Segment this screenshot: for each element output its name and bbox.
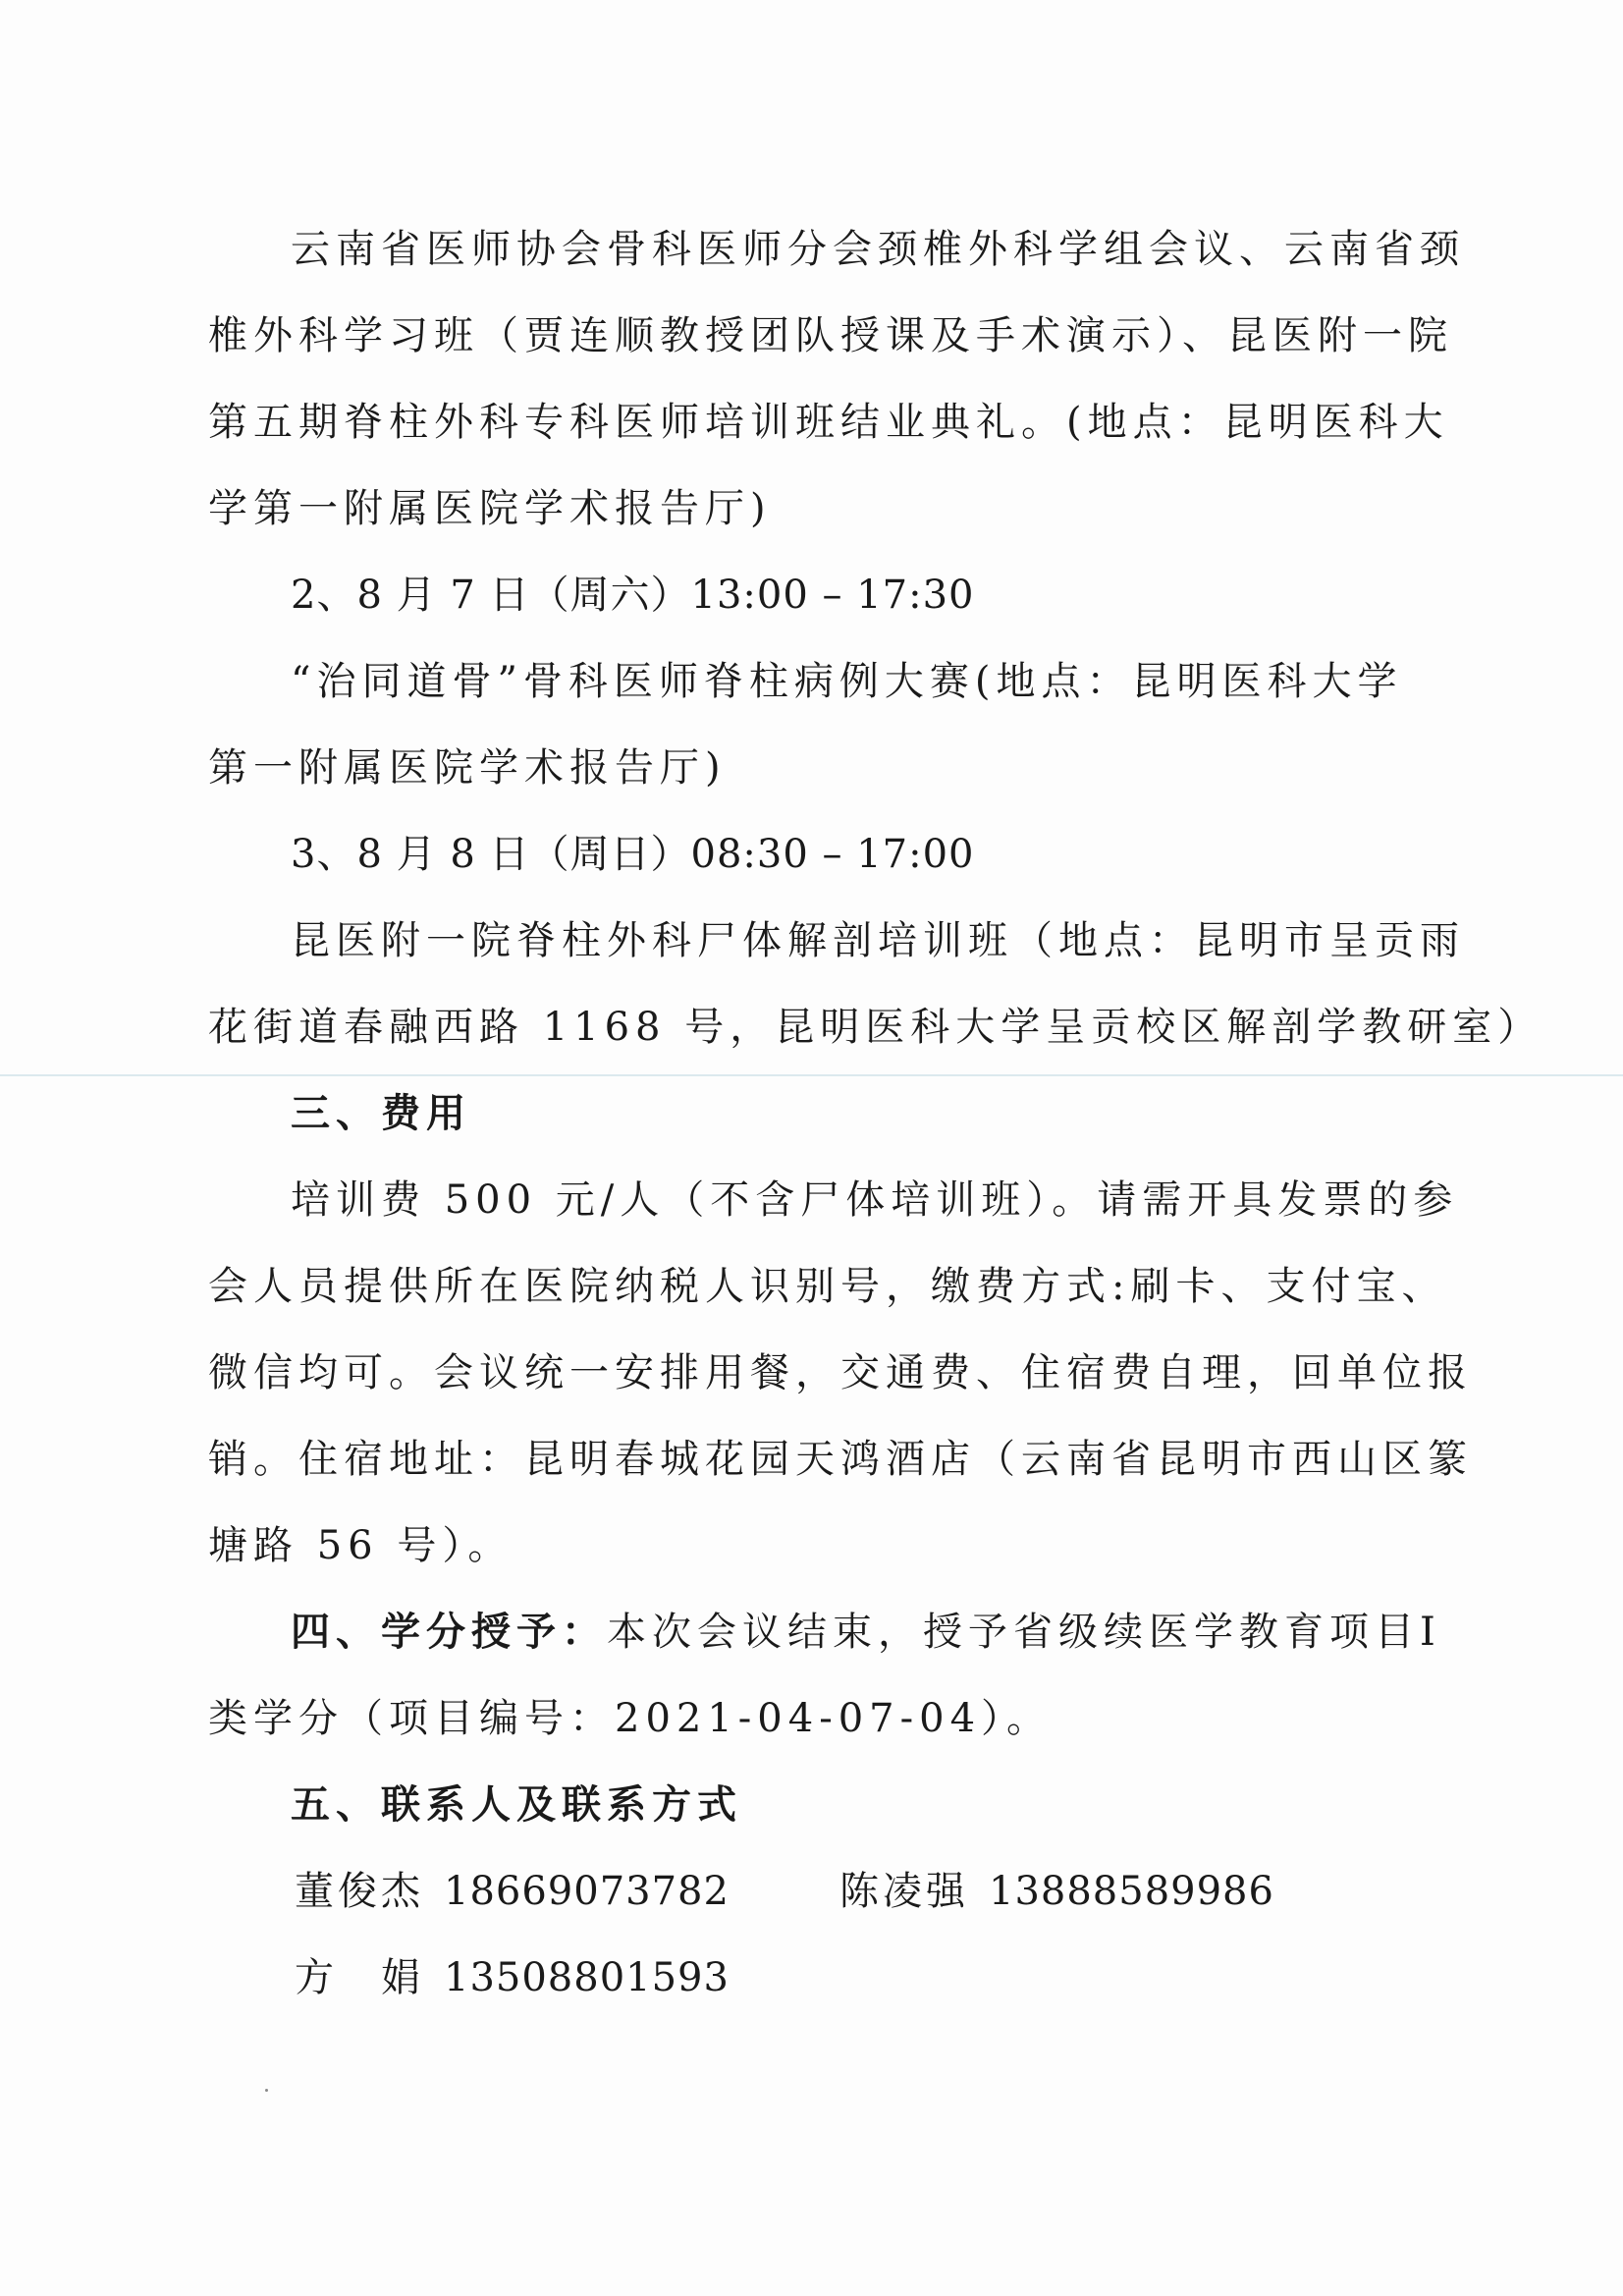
- section-heading-credits: 四、学分授予：: [291, 1610, 607, 1655]
- paragraph-line: “治同道骨”骨科医师脊柱病例大赛(地点：昆明医科大学: [291, 659, 1403, 704]
- contact-name: 陈凌强: [839, 1869, 969, 1914]
- section-heading-fees: 三、费用: [291, 1091, 471, 1136]
- paragraph-line: 昆医附一院脊柱外科尸体解剖培训班（地点：昆明市呈贡雨: [291, 918, 1465, 963]
- credits-text: 本次会议结束，授予省级续医学教育项目Ⅰ: [607, 1610, 1441, 1655]
- paragraph-line: 类学分（项目编号：2021-04-07-04）。: [208, 1696, 1053, 1741]
- contact-phone: 13888589986: [989, 1869, 1274, 1914]
- paragraph-line: 塘路 56 号）。: [208, 1523, 514, 1568]
- paragraph-line: 学第一附属医院学术报告厅): [208, 486, 772, 531]
- section-heading-contacts: 五、联系人及联系方式: [291, 1782, 742, 1828]
- contact-name: 方 娟: [295, 1955, 424, 2000]
- paragraph-line: 云南省医师协会骨科医师分会颈椎外科学组会议、云南省颈: [291, 227, 1465, 272]
- schedule-item-2: 2、8 月 7 日（周六）13:00 – 17:30: [291, 573, 975, 618]
- schedule-item-3: 3、8 月 8 日（周日）08:30 – 17:00: [291, 832, 975, 877]
- paragraph-line: 花街道春融西路 1168 号，昆明医科大学呈贡校区解剖学教研室）: [208, 1005, 1543, 1050]
- paragraph-line: 微信均可。会议统一安排用餐，交通费、住宿费自理，回单位报: [208, 1350, 1473, 1395]
- scan-divider-line: [0, 1074, 1623, 1076]
- contact-phone: 13508801593: [444, 1955, 730, 2000]
- contact-phone: 18669073782: [444, 1869, 730, 1914]
- contact-entry: [295, 1868, 730, 1915]
- section-credits: [291, 1609, 1441, 1656]
- paragraph-line: 销。住宿地址：昆明春城花园天鸿酒店（云南省昆明市西山区篆: [208, 1437, 1473, 1482]
- contact-entry: [839, 1868, 1274, 1915]
- contact-entry: [295, 1954, 730, 2001]
- contact-name: 董俊杰: [295, 1869, 424, 1914]
- paragraph-line: 第五期脊柱外科专科医师培训班结业典礼。(地点：昆明医科大: [208, 400, 1449, 445]
- paragraph-line: 会人员提供所在医院纳税人识别号，缴费方式:刷卡、支付宝、: [208, 1264, 1447, 1309]
- paragraph-line: 培训费 500 元/人（不含尸体培训班）。请需开具发票的参: [291, 1177, 1459, 1223]
- scan-speck: [265, 2089, 268, 2092]
- paragraph-line: 椎外科学习班（贾连顺教授团队授课及手术演示）、昆医附一院: [208, 313, 1453, 358]
- paragraph-line: 第一附属医院学术报告厅): [208, 745, 727, 791]
